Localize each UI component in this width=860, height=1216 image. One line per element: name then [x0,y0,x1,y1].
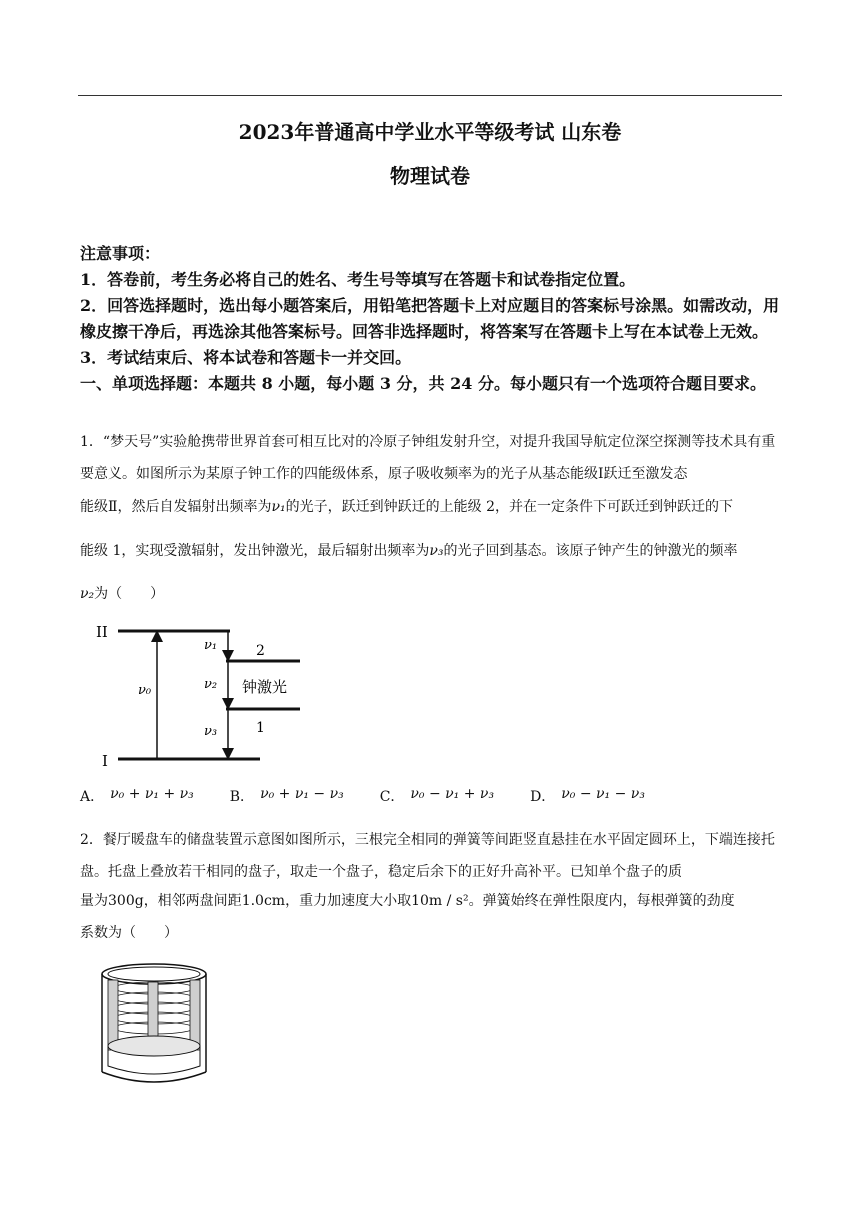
page-title: 2023年普通高中学业水平等级考试 山东卷 [238,120,622,144]
choice-c[interactable]: C． ν₀ − ν₁ + ν₃ [379,786,495,805]
notice-item-1: 1．答卷前，考生务必将自己的姓名、考生号等填写在答题卡和试卷指定位置。 [80,270,636,289]
question-1-line3 [80,535,785,567]
choice-d[interactable]: D． ν₀ − ν₁ − ν₃ [530,786,645,805]
choice-b[interactable]: B． ν₀ + ν₁ − ν₃ [229,786,344,805]
label-level-I: I [102,752,108,770]
q2-gap: 1.0cm [241,893,286,909]
notice-item-2: 2．回答选择题时，选出每小题答案后，用铅笔把答题卡上对应题目的答案标号涂黑。如需改动，用橡皮擦干净后，再选涂其他答案标号。回答非选择题时，将答案写在答题卡上写在本试卷上无效。 [80,296,780,341]
q1-text-line2a: 能级Ⅱ，然后自发辐射出频率为 [80,499,272,515]
question-2 [80,824,785,888]
q1-choices [80,786,780,806]
notice-heading: 注意事项： [80,244,161,263]
q1-text-line3b: 的光子回到基态。该原子钟产生的钟激光的频率 [443,543,738,559]
q1-text-line4: 为（ ） [94,586,165,602]
q1-nu2-symbol: ν₂ [80,586,95,602]
q1-text-line2b: 的光子，跃迁到钟跃迁的上能级 2，并在一定条件下可跃迁到钟跃迁的下 [285,499,733,515]
question-2-line4 [80,917,785,949]
q2-gravity: 10m / s² [411,893,469,909]
q2-text-line4: 系数为（ ） [80,925,178,941]
label-level-2: 2 [256,643,265,659]
q1-text-line1: 1．“梦天号”实验舱携带世界首套可相互比对的冷原子钟组发射升空，对提升我国导航定位深空探测等技术具有重要意义。如图所示为某原子钟工作的四能级体系，原子吸收频率为的光子从基态能级Ⅰ跃迁至激发态 [80,434,776,482]
q2-text-line3c: ，重力加速度大小取 [285,893,412,909]
page-subtitle: 物理试卷 [390,164,470,188]
q2-text-line3d: 。弹簧始终在弹性限度内，每根弹簧的劲度 [468,893,735,909]
q2-mass: 300g [108,893,144,909]
label-level-1: 1 [256,720,265,736]
label-clock-laser: 钟激光 [242,678,288,696]
question-1-line2 [80,491,785,523]
notice-item-3: 3．考试结束后、将本试卷和答题卡一并交回。 [80,348,412,367]
q2-text-line1: 2．餐厅暖盘车的储盘装置示意图如图所示，三根完全相同的弹簧等间距竖直悬挂在水平固定圆环上，下端连接托盘。托盘上叠放若干相同的盘子，取走一个盘子，稳定后余下的正好升高补平。已知单个盘子的质 [80,832,775,880]
label-nu2: ν₂ [204,677,218,692]
q1-text-line3a: 能级 1，实现受激辐射，发出钟激光，最后辐射出频率为 [80,543,430,559]
q1-nu3-symbol: ν₃ [429,543,444,559]
label-nu1: ν₁ [204,638,218,653]
section-heading: 一、单项选择题：本题共 8 小题，每小题 3 分，共 24 分。每小题只有一个选项符合题目要求。 [80,374,766,393]
question-2-line3 [80,885,785,917]
q2-text-line3b: ，相邻两盘间距 [143,893,242,909]
label-nu0: ν₀ [138,683,152,698]
q1-nu1-symbol: ν₁ [271,499,286,515]
plate-warmer-illustration [92,960,222,1092]
label-nu3: ν₃ [204,724,218,739]
q2-text-line3a: 量为 [80,893,108,909]
header-rule [78,95,782,96]
label-level-II: II [96,623,108,641]
choice-a[interactable]: A． ν₀ + ν₁ + ν₃ [80,786,194,805]
question-1-line4 [80,578,785,610]
energy-level-diagram [90,618,320,778]
question-1 [80,426,785,490]
notice-block [80,241,785,397]
